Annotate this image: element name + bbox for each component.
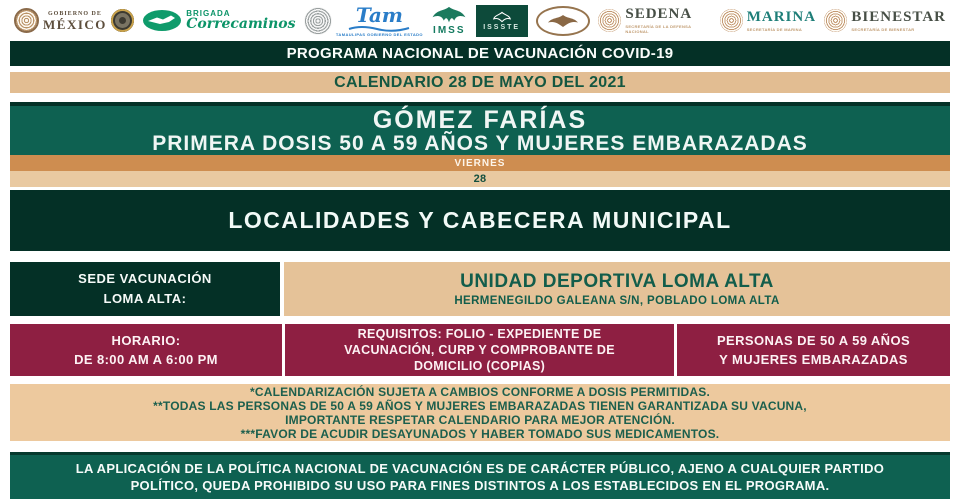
schedule-value: DE 8:00 AM A 6:00 PM: [74, 352, 218, 367]
audience-cell: [677, 324, 950, 376]
imss-label: IMSS: [433, 24, 466, 36]
salud-eagle-seal-icon: [536, 6, 590, 36]
requirements-line2: VACUNACIÓN, CURP Y COMPROBANTE DE: [344, 343, 615, 357]
municipality-banner: [10, 102, 950, 155]
bienestar-caption: SECRETARÍA DE BIENESTAR: [851, 26, 915, 32]
locations-title: LOCALIDADES Y CABECERA MUNICIPAL: [228, 207, 732, 233]
tamaulipas-wordmark: [335, 2, 423, 37]
brigada-label: BRIGADA: [186, 9, 231, 18]
brigada-wordmark: [186, 10, 295, 31]
sedena-caption: SECRETARÍA DE LA DEFENSA NACIONAL: [625, 24, 692, 34]
details-row: [10, 324, 950, 376]
schedule-label: HORARIO:: [111, 333, 181, 348]
bienestar-label: BIENESTAR: [851, 8, 946, 25]
requirements-cell: [285, 324, 674, 376]
imss-eagle-icon: [431, 6, 467, 25]
day-name: VIERNES: [454, 157, 506, 169]
marina-seal-icon: [720, 9, 743, 32]
marina-caption: SECRETARÍA DE MARINA: [746, 26, 803, 32]
logo-tamaulipas: [304, 2, 423, 37]
logo-marina: [720, 9, 816, 32]
logos-bar: [0, 0, 960, 38]
note-calendar-changes: *CALENDARIZACIÓN SUJETA A CAMBIOS CONFORME A DOSIS PERMITIDAS.: [250, 384, 710, 399]
logo-gobierno-de-mexico: [14, 8, 134, 33]
municipality-name: GÓMEZ FARÍAS: [372, 105, 588, 134]
audience-line2: Y MUJERES EMBARAZADAS: [719, 352, 908, 367]
audience-line1: PERSONAS DE 50 A 59 AÑOS: [716, 333, 911, 348]
sedena-label: SEDENA: [625, 6, 693, 22]
logo-issste: [476, 5, 528, 37]
locations-banner: [10, 190, 950, 251]
venue-label-box: [10, 262, 280, 316]
issste-emblem-icon: [491, 11, 513, 23]
venue-row: [10, 262, 950, 316]
sedena-wordmark: [625, 7, 711, 34]
legal-footer-line1: LA APLICACIÓN DE LA POLÍTICA NACIONAL DE VACUNACIÓN ES DE CARÁCTER PÚBLICO, AJENO A CUALQUIER PARTIDO: [75, 461, 885, 476]
gobierno-seal-icon: [14, 8, 39, 33]
venue-label-line1: SEDE VACUNACIÓN: [78, 271, 212, 286]
note-breakfast-meds: ***FAVOR DE ACUDIR DESAYUNADOS Y HABER TOMADO SUS MEDICAMENTOS.: [240, 426, 720, 441]
day-number-bar: [10, 171, 950, 187]
marina-label: MARINA: [746, 8, 817, 25]
venue-label-line2: LOMA ALTA:: [103, 291, 187, 306]
logo-brigada-correcaminos: [142, 9, 295, 32]
calendar-date: CALENDARIO 28 DE MAYO DEL 2021: [334, 73, 626, 91]
program-title: PROGRAMA NACIONAL DE VACUNACIÓN COVID-19: [286, 45, 674, 62]
tam-script-label: Tam: [355, 2, 403, 27]
eagle-silhouette-icon: [543, 12, 583, 30]
dose-target-group: PRIMERA DOSIS 50 A 59 AÑOS Y MUJERES EMBARAZADAS: [152, 131, 808, 155]
tamaulipas-caption: TAMAULIPAS GOBIERNO DEL ESTADO: [335, 31, 423, 37]
legal-footer: [10, 452, 950, 499]
gobierno-wordmark: [43, 11, 107, 31]
bienestar-seal-icon: [824, 9, 847, 32]
issste-label: ISSSTE: [483, 23, 521, 31]
gobierno-label-mexico: MÉXICO: [43, 16, 107, 32]
day-number: 28: [473, 173, 487, 185]
note-respect-calendar: IMPORTANTE RESPETAR CALENDARIO PARA MEJOR ATENCIÓN.: [285, 412, 675, 427]
logo-bienestar: [824, 9, 946, 32]
tam-wave-underline-icon: [347, 25, 411, 32]
legal-footer-line2: POLÍTICO, QUEDA PROHIBIDO SU USO PARA FINES DISTINTOS A LOS ESTABLECIDOS EN EL PROGRAMA.: [130, 478, 830, 493]
correcaminos-label: Correcaminos: [186, 16, 296, 32]
calendar-date-banner: [10, 72, 950, 93]
roadrunner-icon: [142, 9, 182, 32]
venue-address: HERMENEGILDO GALEANA S/N, POBLADO LOMA ALTA: [454, 294, 780, 307]
venue-name: UNIDAD DEPORTIVA LOMA ALTA: [460, 270, 774, 292]
bienestar-wordmark: [851, 10, 946, 32]
logo-sedena: [598, 7, 711, 34]
sedena-seal-icon: [598, 9, 621, 32]
marina-wordmark: [747, 10, 816, 32]
requirements-line1: REQUISITOS: FOLIO - EXPEDIENTE DE: [357, 327, 602, 341]
tamaulipas-state-seal-icon: [304, 7, 332, 35]
day-name-bar: [10, 155, 950, 171]
notes-section: [10, 384, 950, 441]
venue-info-box: [284, 262, 950, 316]
requirements-line3: DOMICILIO (COPIAS): [413, 359, 546, 373]
program-title-banner: [10, 41, 950, 66]
gobierno-round-emblem-icon: [111, 9, 134, 32]
logo-imss: [431, 6, 467, 36]
gobierno-label-top: GOBIERNO DE: [48, 10, 102, 17]
schedule-cell: [10, 324, 282, 376]
note-guaranteed-vaccine: **TODAS LAS PERSONAS DE 50 A 59 AÑOS Y MUJERES EMBARAZADAS TIENEN GARANTIZADA SU VACUNA,: [153, 398, 807, 413]
